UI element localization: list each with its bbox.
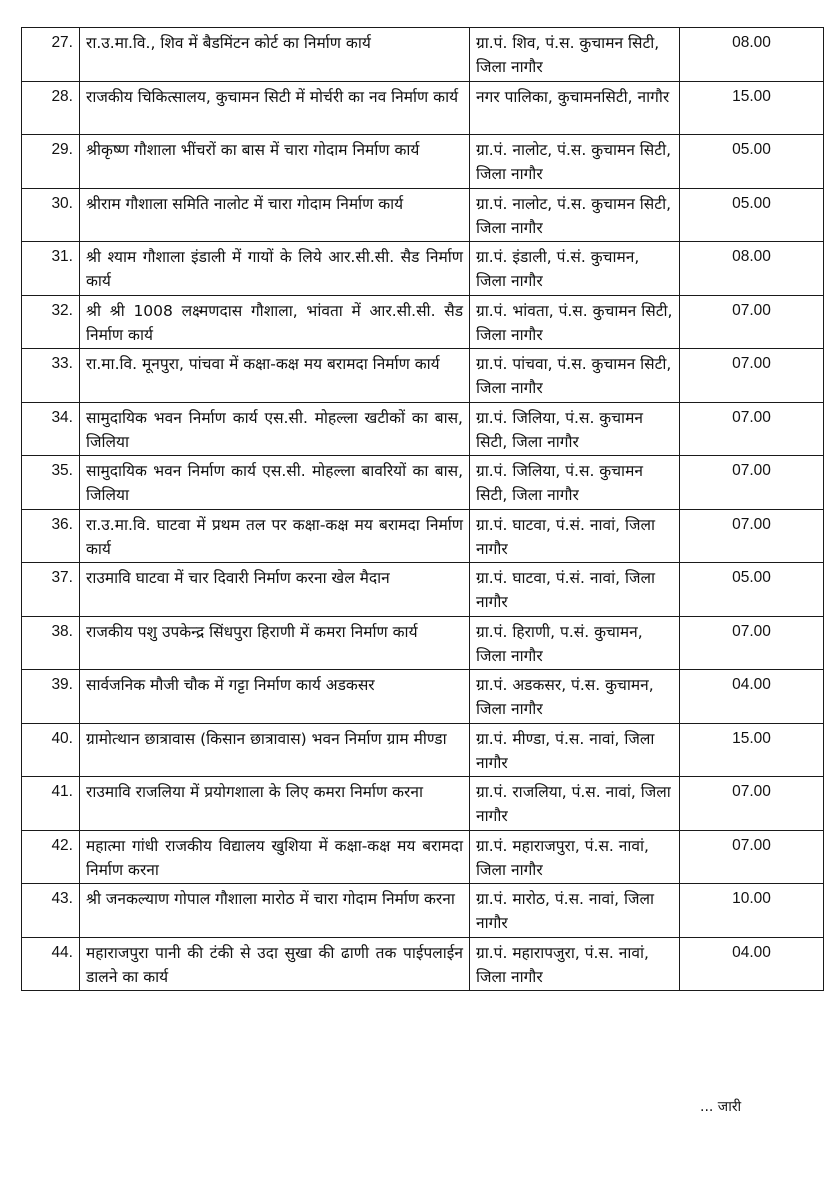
table-row	[22, 670, 824, 724]
serial-number: 43.	[22, 884, 80, 938]
work-location: ग्रा.पं. राजलिया, पं.स. नावां, जिला नागौर	[470, 777, 680, 831]
work-description: श्री जनकल्याण गोपाल गौशाला मारोठ में चारा गोदाम निर्माण करना	[80, 884, 470, 938]
table-row	[22, 188, 824, 242]
work-amount: 07.00	[680, 616, 824, 670]
work-location: ग्रा.पं. भांवता, पं.स. कुचामन सिटी, जिला नागौर	[470, 295, 680, 349]
serial-number: 35.	[22, 456, 80, 510]
work-amount: 10.00	[680, 884, 824, 938]
serial-number: 40.	[22, 723, 80, 777]
works-table-body	[22, 28, 824, 991]
work-amount: 07.00	[680, 456, 824, 510]
work-location: ग्रा.पं. जिलिया, पं.स. कुचामन सिटी, जिला नागौर	[470, 456, 680, 510]
table-row	[22, 456, 824, 510]
serial-number: 42.	[22, 830, 80, 884]
work-description: श्री श्री 1008 लक्ष्मणदास गौशाला, भांवता में आर.सी.सी. सैड निर्माण कार्य	[80, 295, 470, 349]
work-location: ग्रा.पं. पांचवा, पं.स. कुचामन सिटी, जिला नागौर	[470, 349, 680, 403]
work-location: ग्रा.पं. महाराजपुरा, पं.स. नावां, जिला नागौर	[470, 830, 680, 884]
work-description: महाराजपुरा पानी की टंकी से उदा सुखा की ढाणी तक पाईपलाईन डालने का कार्य	[80, 937, 470, 991]
work-description: ग्रामोत्थान छात्रावास (किसान छात्रावास) भवन निर्माण ग्राम मीण्डा	[80, 723, 470, 777]
serial-number: 27.	[22, 28, 80, 82]
serial-number: 31.	[22, 242, 80, 296]
table-row	[22, 616, 824, 670]
work-location: ग्रा.पं. नालोट, पं.स. कुचामन सिटी, जिला नागौर	[470, 135, 680, 189]
table-row	[22, 777, 824, 831]
work-location: ग्रा.पं. अडकसर, पं.स. कुचामन, जिला नागौर	[470, 670, 680, 724]
work-amount: 15.00	[680, 723, 824, 777]
work-location: ग्रा.पं. हिराणी, प.सं. कुचामन, जिला नागौर	[470, 616, 680, 670]
work-location: ग्रा.पं. घाटवा, पं.सं. नावां, जिला नागौर	[470, 509, 680, 563]
work-location: ग्रा.पं. मीण्डा, पं.स. नावां, जिला नागौर	[470, 723, 680, 777]
table-row	[22, 402, 824, 456]
work-amount: 07.00	[680, 830, 824, 884]
table-row	[22, 135, 824, 189]
work-description: राजकीय चिकित्सालय, कुचामन सिटी में मोर्चरी का नव निर्माण कार्य	[80, 81, 470, 135]
work-description: राजकीय पशु उपकेन्द्र सिंधपुरा हिराणी में कमरा निर्माण कार्य	[80, 616, 470, 670]
table-row	[22, 937, 824, 991]
work-amount: 04.00	[680, 670, 824, 724]
serial-number: 41.	[22, 777, 80, 831]
table-row	[22, 28, 824, 82]
work-amount: 04.00	[680, 937, 824, 991]
serial-number: 39.	[22, 670, 80, 724]
table-row	[22, 563, 824, 617]
work-description: सार्वजनिक मौजी चौक में गट्टा निर्माण कार्य अडकसर	[80, 670, 470, 724]
work-location: नगर पालिका, कुचामनसिटी, नागौर	[470, 81, 680, 135]
serial-number: 36.	[22, 509, 80, 563]
serial-number: 38.	[22, 616, 80, 670]
work-amount: 05.00	[680, 563, 824, 617]
work-amount: 08.00	[680, 242, 824, 296]
serial-number: 28.	[22, 81, 80, 135]
table-row	[22, 830, 824, 884]
work-location: ग्रा.पं. जिलिया, पं.स. कुचामन सिटी, जिला नागौर	[470, 402, 680, 456]
work-amount: 05.00	[680, 188, 824, 242]
work-location: ग्रा.पं. घाटवा, पं.सं. नावां, जिला नागौर	[470, 563, 680, 617]
work-amount: 08.00	[680, 28, 824, 82]
serial-number: 32.	[22, 295, 80, 349]
work-amount: 15.00	[680, 81, 824, 135]
work-description: श्री श्याम गौशाला इंडाली में गायों के लिये आर.सी.सी. सैड निर्माण कार्य	[80, 242, 470, 296]
work-amount: 07.00	[680, 402, 824, 456]
table-row	[22, 349, 824, 403]
work-description: श्रीकृष्ण गौशाला भींचरों का बास में चारा गोदाम निर्माण कार्य	[80, 135, 470, 189]
work-description: राउमावि घाटवा में चार दिवारी निर्माण करना खेल मैदान	[80, 563, 470, 617]
serial-number: 34.	[22, 402, 80, 456]
work-amount: 07.00	[680, 349, 824, 403]
serial-number: 44.	[22, 937, 80, 991]
work-description: रा.मा.वि. मूनपुरा, पांचवा में कक्षा-कक्ष मय बरामदा निर्माण कार्य	[80, 349, 470, 403]
work-location: ग्रा.पं. नालोट, पं.स. कुचामन सिटी, जिला नागौर	[470, 188, 680, 242]
serial-number: 33.	[22, 349, 80, 403]
table-row	[22, 295, 824, 349]
work-location: ग्रा.पं. महारापजुरा, पं.स. नावां, जिला नागौर	[470, 937, 680, 991]
work-description: रा.उ.मा.वि. घाटवा में प्रथम तल पर कक्षा-कक्ष मय बरामदा निर्माण कार्य	[80, 509, 470, 563]
work-amount: 07.00	[680, 777, 824, 831]
table-row	[22, 242, 824, 296]
work-amount: 07.00	[680, 509, 824, 563]
work-description: श्रीराम गौशाला समिति नालोट में चारा गोदाम निर्माण कार्य	[80, 188, 470, 242]
work-description: सामुदायिक भवन निर्माण कार्य एस.सी. मोहल्ला खटीकों का बास, जिलिया	[80, 402, 470, 456]
table-row	[22, 884, 824, 938]
continued-note: ... जारी	[700, 1099, 742, 1115]
table-row	[22, 509, 824, 563]
work-location: ग्रा.पं. मारोठ, पं.स. नावां, जिला नागौर	[470, 884, 680, 938]
work-amount: 05.00	[680, 135, 824, 189]
serial-number: 30.	[22, 188, 80, 242]
work-location: ग्रा.पं. इंडाली, पं.सं. कुचामन, जिला नागौर	[470, 242, 680, 296]
work-description: महात्मा गांधी राजकीय विद्यालय खुशिया में कक्षा-कक्ष मय बरामदा निर्माण करना	[80, 830, 470, 884]
table-row	[22, 81, 824, 135]
work-description: सामुदायिक भवन निर्माण कार्य एस.सी. मोहल्ला बावरियों का बास, जिलिया	[80, 456, 470, 510]
work-location: ग्रा.पं. शिव, पं.स. कुचामन सिटी, जिला नागौर	[470, 28, 680, 82]
work-description: राउमावि राजलिया में प्रयोगशाला के लिए कमरा निर्माण करना	[80, 777, 470, 831]
work-amount: 07.00	[680, 295, 824, 349]
works-table	[21, 27, 824, 991]
table-row	[22, 723, 824, 777]
serial-number: 37.	[22, 563, 80, 617]
work-description: रा.उ.मा.वि., शिव में बैडमिंटन कोर्ट का निर्माण कार्य	[80, 28, 470, 82]
serial-number: 29.	[22, 135, 80, 189]
